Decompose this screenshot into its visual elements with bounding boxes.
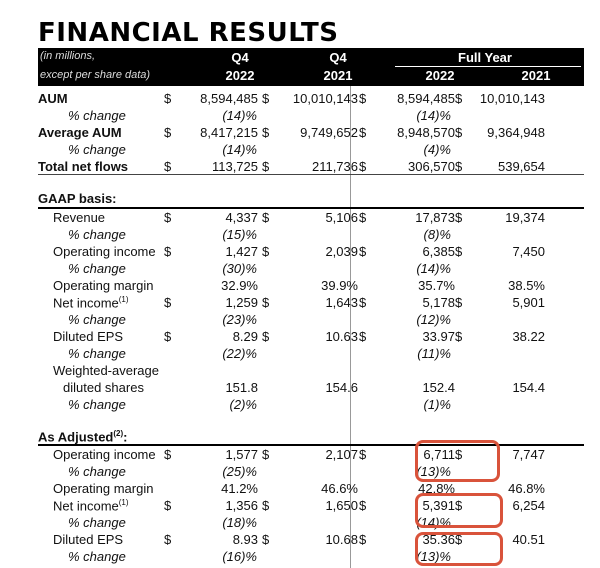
table-row <box>38 278 584 295</box>
section-divider <box>38 207 584 209</box>
table-row <box>38 329 584 346</box>
value-cell: 2,039 <box>325 244 358 259</box>
value-cell: (15)% <box>222 227 257 242</box>
value-cell: 1,643 <box>325 295 358 310</box>
currency-symbol: $ <box>455 210 463 225</box>
row-label: Total net flows <box>38 159 129 174</box>
currency-symbol: $ <box>359 210 367 225</box>
value-cell: 6,385 <box>422 244 455 259</box>
currency-symbol: $ <box>262 532 270 547</box>
header-q4-2022: Q4 <box>231 50 249 65</box>
currency-symbol: $ <box>164 210 172 225</box>
header-divider <box>395 66 581 67</box>
value-cell: 46.6% <box>321 481 358 496</box>
table-row <box>38 227 584 244</box>
value-cell: 1,577 <box>225 447 258 462</box>
section-adjusted: As Adjusted$^{(2)}$: <box>38 429 128 445</box>
value-cell: 154.6 <box>325 380 358 395</box>
row-label: Operating margin <box>53 481 154 496</box>
row-label: % change <box>68 108 126 123</box>
value-cell: 5,901 <box>512 295 545 310</box>
value-cell: 39.9% <box>321 278 358 293</box>
value-cell: 4,337 <box>225 210 258 225</box>
value-cell: 6,711 <box>423 447 455 462</box>
value-cell: (18)% <box>222 515 257 530</box>
row-label: Net income$^{(1)}$ <box>53 295 129 311</box>
table-row <box>38 363 584 380</box>
footnote-marker: (1) <box>118 295 129 304</box>
value-cell: 1,259 <box>225 295 258 310</box>
value-cell: (30)% <box>222 261 257 276</box>
value-cell: 1,427 <box>225 244 258 259</box>
value-cell: 8,417,215 <box>200 125 258 140</box>
row-label: % change <box>68 397 126 412</box>
value-cell: 1,356 <box>225 498 258 513</box>
row-label: % change <box>68 312 126 327</box>
value-cell: 211,736 <box>311 159 358 174</box>
header-note-units: (in millions, <box>40 50 96 62</box>
currency-symbol: $ <box>262 91 270 106</box>
value-cell: (4)% <box>423 142 451 157</box>
table-header <box>38 48 584 86</box>
value-cell: 8.29 <box>232 329 258 344</box>
currency-symbol: $ <box>262 244 270 259</box>
value-cell: 10,010,143 <box>292 91 358 106</box>
header-q4-2021: Q4 <box>329 50 347 65</box>
value-cell: (14)% <box>222 108 257 123</box>
currency-symbol: $ <box>164 295 172 310</box>
currency-symbol: $ <box>164 532 172 547</box>
currency-symbol: $ <box>455 295 463 310</box>
value-cell: 32.9% <box>221 278 258 293</box>
table-row <box>38 346 584 363</box>
currency-symbol: $ <box>164 91 172 106</box>
currency-symbol: $ <box>164 498 172 513</box>
value-cell: 10,010,143 <box>479 91 545 106</box>
table-row <box>38 464 584 481</box>
header-year-fy-2022: 2022 <box>425 68 455 83</box>
value-cell: 8,948,570 <box>397 125 455 140</box>
header-full-year: Full Year <box>458 50 512 65</box>
value-cell: 154.4 <box>512 380 545 395</box>
currency-symbol: $ <box>164 125 172 140</box>
value-cell: 8,594,485 <box>200 91 258 106</box>
row-label: Weighted-average <box>53 363 159 378</box>
row-label: % change <box>68 515 126 530</box>
currency-symbol: $ <box>359 244 367 259</box>
currency-symbol: $ <box>262 210 270 225</box>
highlight-box <box>415 532 503 566</box>
row-label: Operating income <box>53 244 156 259</box>
currency-symbol: $ <box>262 498 270 513</box>
currency-symbol: $ <box>262 329 270 344</box>
row-label: Net income$^{(1)}$ <box>53 498 129 514</box>
row-label: Operating margin <box>53 278 154 293</box>
value-cell: (14)% <box>416 261 451 276</box>
value-cell: 42.8% <box>418 481 455 496</box>
value-cell: (1)% <box>423 397 451 412</box>
table-row <box>38 312 584 329</box>
highlight-box <box>415 440 500 482</box>
currency-symbol: $ <box>262 447 270 462</box>
value-cell: 5,106 <box>325 210 358 225</box>
currency-symbol: $ <box>455 159 463 174</box>
section-gaap: GAAP basis: <box>38 191 117 206</box>
currency-symbol: $ <box>164 447 172 462</box>
currency-symbol: $ <box>164 329 172 344</box>
value-cell: 6,254 <box>512 498 545 513</box>
value-cell: (22)% <box>222 346 257 361</box>
value-cell: 9,749,652 <box>300 125 358 140</box>
currency-symbol: $ <box>359 329 367 344</box>
table-row <box>38 481 584 498</box>
row-label: % change <box>68 549 126 564</box>
currency-symbol: $ <box>359 532 367 547</box>
value-cell: 35.7% <box>418 278 455 293</box>
value-cell: 46.8% <box>508 481 545 496</box>
value-cell: 33.97 <box>422 329 455 344</box>
row-label: Average AUM <box>38 125 122 140</box>
currency-symbol: $ <box>359 295 367 310</box>
table-row <box>38 447 584 464</box>
value-cell: 41.2% <box>221 481 258 496</box>
row-label: % change <box>68 346 126 361</box>
row-label: Revenue <box>53 210 106 225</box>
value-cell: 152.4 <box>422 380 455 395</box>
value-cell: (23)% <box>222 312 257 327</box>
value-cell: 7,747 <box>512 447 545 462</box>
value-cell: 113,725 <box>211 159 258 174</box>
value-cell: (14)% <box>416 515 451 530</box>
value-cell: 1,650 <box>325 498 358 513</box>
currency-symbol: $ <box>455 91 463 106</box>
currency-symbol: $ <box>359 125 367 140</box>
value-cell: 7,450 <box>512 244 545 259</box>
currency-symbol: $ <box>164 159 172 174</box>
table-row <box>38 91 584 108</box>
table-row <box>38 159 584 176</box>
currency-symbol: $ <box>455 244 463 259</box>
row-label: % change <box>68 464 126 479</box>
currency-symbol: $ <box>455 329 463 344</box>
section-divider <box>38 444 584 446</box>
value-cell: 539,654 <box>498 159 545 174</box>
value-cell: (13)% <box>416 549 451 564</box>
value-cell: (12)% <box>416 312 451 327</box>
value-cell: 8.93 <box>232 532 258 547</box>
table-row <box>38 295 584 312</box>
value-cell: 19,374 <box>505 210 545 225</box>
currency-symbol: $ <box>262 125 270 140</box>
footnote-marker: (1) <box>118 498 129 507</box>
table-row <box>38 142 584 159</box>
table-row <box>38 261 584 278</box>
value-cell: 151.8 <box>225 380 258 395</box>
value-cell: (2)% <box>229 397 257 412</box>
currency-symbol: $ <box>359 498 367 513</box>
currency-symbol: $ <box>262 159 270 174</box>
currency-symbol: $ <box>164 244 172 259</box>
value-cell: 8,594,485 <box>397 91 455 106</box>
table-row <box>38 397 584 414</box>
row-label: % change <box>68 227 126 242</box>
currency-symbol: $ <box>455 125 463 140</box>
currency-symbol: $ <box>359 91 367 106</box>
row-label: Diluted EPS <box>53 329 124 344</box>
value-cell: 38.22 <box>512 329 545 344</box>
value-cell: 40.51 <box>512 532 545 547</box>
row-label: AUM <box>38 91 68 106</box>
value-cell: 35.36 <box>422 532 455 547</box>
value-cell: (16)% <box>222 549 257 564</box>
value-cell: 306,570 <box>408 159 455 174</box>
value-cell: 10.63 <box>325 329 358 344</box>
currency-symbol: $ <box>359 447 367 462</box>
value-cell: (14)% <box>416 108 451 123</box>
currency-symbol: $ <box>455 498 463 513</box>
value-cell: 17,873 <box>415 210 455 225</box>
value-cell: (25)% <box>222 464 257 479</box>
header-year-q4-2022: 2022 <box>225 68 255 83</box>
table-row <box>38 244 584 261</box>
currency-symbol: $ <box>455 532 463 547</box>
table-row <box>38 125 584 142</box>
row-label: Operating income <box>53 447 156 462</box>
value-cell: 5,391 <box>422 498 455 513</box>
row-label: % change <box>68 142 126 157</box>
value-cell: 2,107 <box>325 447 358 462</box>
currency-symbol: $ <box>359 159 367 174</box>
page-title: FINANCIAL RESULTS <box>38 18 339 48</box>
value-cell: (11)% <box>417 346 451 361</box>
header-note-eps: except per share data) <box>40 69 151 81</box>
value-cell: 38.5% <box>508 278 545 293</box>
value-cell: 5,178 <box>422 295 455 310</box>
header-year-q4-2021: 2021 <box>323 68 353 83</box>
value-cell: (8)% <box>423 227 451 242</box>
row-label: % change <box>68 261 126 276</box>
row-label: diluted shares <box>63 380 144 395</box>
table-row <box>38 380 584 397</box>
value-cell: (13)% <box>416 464 451 479</box>
highlight-box <box>415 493 503 528</box>
currency-symbol: $ <box>262 295 270 310</box>
value-cell: 9,364,948 <box>487 125 545 140</box>
value-cell: (14)% <box>222 142 257 157</box>
table-row <box>38 108 584 125</box>
value-cell: 10.68 <box>325 532 358 547</box>
row-label: Diluted EPS <box>53 532 124 547</box>
table-row <box>38 210 584 227</box>
currency-symbol: $ <box>455 447 463 462</box>
header-year-fy-2021: 2021 <box>521 68 551 83</box>
